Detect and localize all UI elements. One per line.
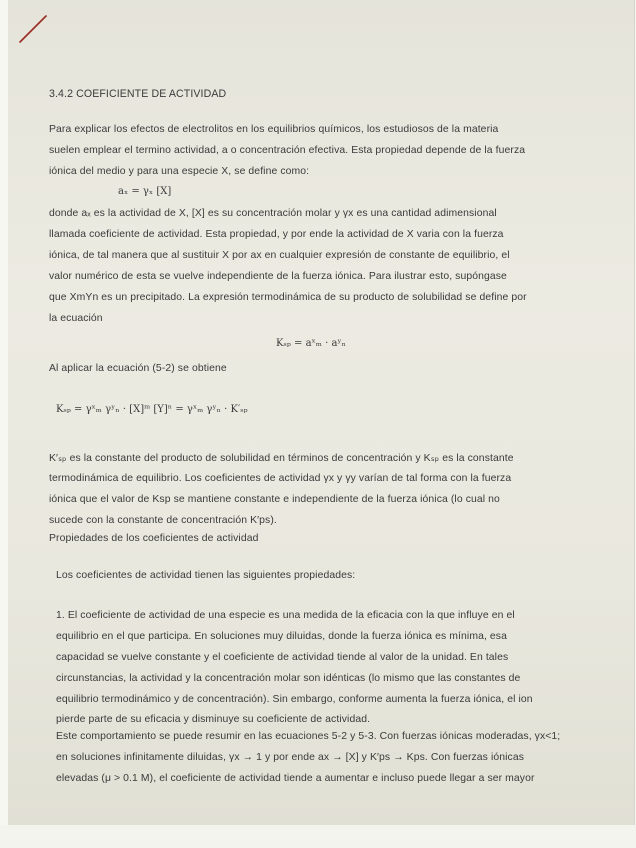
text-line: pierde parte de su eficacia y disminuye su coeficiente de actividad. [56, 714, 371, 725]
text-line: Este comportamiento se puede resumir en las ecuaciones 5-2 y 5-3. Con fuerzas iónicas moderadas, γx<1; [56, 731, 561, 742]
list-intro: Los coeficientes de actividad tienen las siguientes propiedades: [56, 570, 356, 581]
text-line: elevadas (μ > 0.1 M), el coeficiente de actividad tiende a aumentar e incluso puede llegar a ser mayor [56, 773, 535, 784]
ksp-equation: Kₛₚ = aˣₘ · aʸₙ [276, 338, 346, 349]
text-line: equilibrio en el que participa. En soluciones muy diluidas, donde la fuerza iónica es mínima, esa [56, 631, 507, 642]
subheading: Propiedades de los coeficientes de actividad [49, 533, 259, 544]
text-line: suelen emplear el termino actividad, a o concentración efectiva. Esta propiedad depende de la fuerza [49, 145, 526, 156]
text-line: valor numérico de esta se vuelve independiente de la fuerza iónica. Para ilustrar esto, supóngase [49, 271, 507, 282]
text-line: iónica del medio y para una especie X, se define como: [49, 166, 310, 177]
expanded-ksp-equation: Kₛₚ = γˣₘ γʸₙ · [X]ᵐ [Y]ⁿ = γˣₘ γʸₙ · K′ₛₚ [56, 404, 248, 415]
text-line: en soluciones infinitamente diluidas, γx → 1 y por ende ax → [X] y K′ps → Kps. Con fuerzas iónicas [56, 752, 525, 763]
section-title: 3.4.2 COEFICIENTE DE ACTIVIDAD [49, 88, 227, 100]
text-line: K′ₛₚ es la constante del producto de solubilidad en términos de concentración y Kₛₚ es la constante [49, 453, 514, 464]
text-line: sucede con la constante de concentración K′ps). [49, 515, 277, 526]
pen-mark [16, 10, 52, 46]
text-line: la ecuación [49, 313, 103, 324]
text-line: circunstancias, la actividad y la concentración molar son idénticas (lo mismo que las constantes de [56, 673, 521, 684]
text-line: que XmYn es un precipitado. La expresión termodinámica de su producto de solubilidad se define por [49, 292, 527, 303]
text-line: termodinámica de equilibrio. Los coeficientes de actividad γx y γy varían de tal forma con la fuerza [49, 473, 512, 484]
text-line: Para explicar los efectos de electrolitos en los equilibrios químicos, los estudiosos de la materia [49, 124, 499, 135]
text-line: capacidad se vuelve constante y el coeficiente de actividad tiende al valor de la unidad. En tales [56, 652, 509, 663]
text-line: llamada coeficiente de actividad. Esta propiedad, y por ende la actividad de X varia con la fuerza [49, 229, 504, 240]
activity-equation: aₓ = γₓ [X] [118, 186, 172, 197]
bottom-margin [0, 825, 636, 848]
text-line: 1. El coeficiente de actividad de una especie es una medida de la eficacia con la que influye en el [56, 610, 515, 621]
text-line: equilibrio termodinámico y de concentración). Sin embargo, conforme aumenta la fuerza iónica, el ion [56, 694, 533, 705]
text-line: donde aₓ es la actividad de X, [X] es su concentración molar y γx es una cantidad adimensional [49, 208, 497, 219]
text-line: iónica que el valor de Ksp se mantiene constante e independiente de la fuerza iónica (lo cual no [49, 494, 500, 505]
text-line: iónica, de tal manera que al sustituir X por ax en cualquier expresión de constante de equilibrio, el [49, 250, 510, 261]
text-line: Al aplicar la ecuación (5-2) se obtiene [49, 363, 227, 374]
